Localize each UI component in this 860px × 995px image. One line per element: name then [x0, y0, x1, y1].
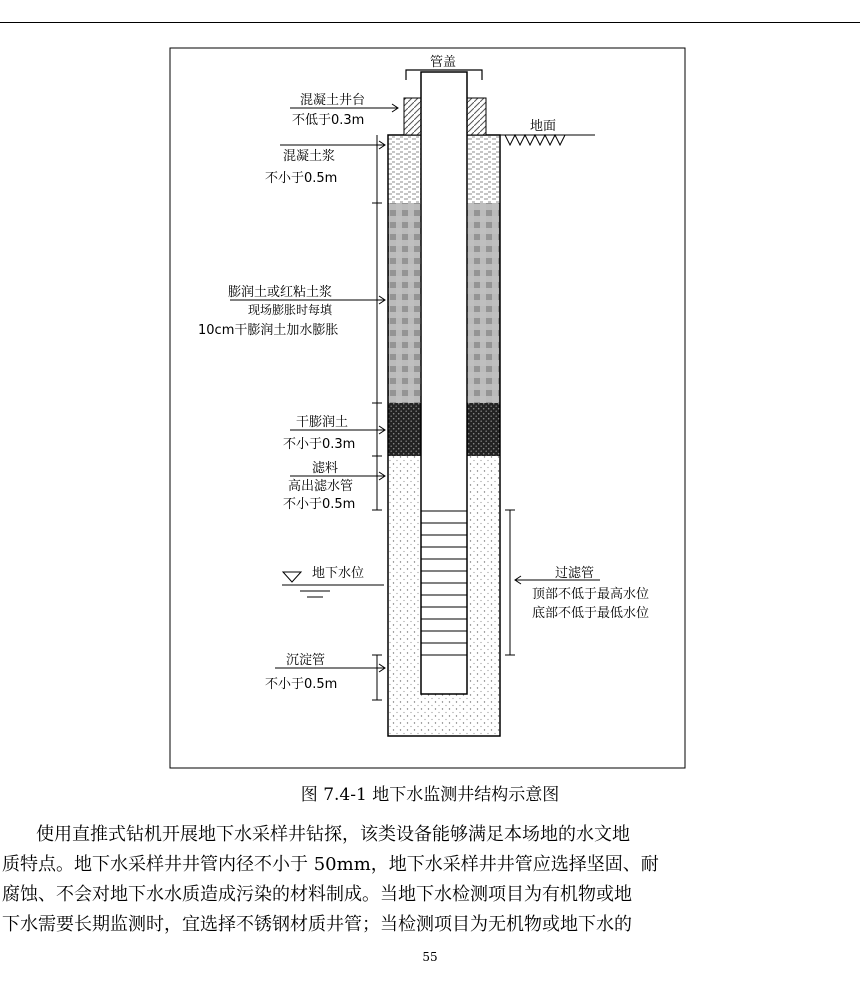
screen-bottom-note: 底部不低于最低水位 [532, 606, 650, 621]
concrete-platform-right [467, 98, 486, 135]
concrete-platform-label: 混凝土井台 [300, 93, 366, 108]
dry-bentonite-depth: 不小于0.3m [283, 437, 356, 452]
filter-note: 高出滤水管 [288, 479, 354, 494]
grout-depth: 不小于0.5m [265, 171, 338, 186]
sump-depth: 不小于0.5m [265, 677, 338, 692]
paragraph-line: 使用直推式钻机开展地下水采样井钻探，该类设备能够满足本场地的水文地 [36, 824, 630, 845]
body-paragraph [0, 820, 860, 940]
well-casing [421, 72, 467, 694]
bentonite-note-1: 现场膨胀时每填 [248, 303, 333, 317]
concrete-platform-left [404, 98, 421, 135]
sump-dimension [372, 655, 382, 700]
screen-label: 过滤管 [555, 566, 595, 581]
sump-label: 沉淀管 [286, 653, 326, 668]
water-level-label: 地下水位 [312, 566, 365, 581]
ground-label: 地面 [530, 119, 557, 134]
paragraph-line: 腐蚀、不会对地下水水质造成污染的材料制成。当地下水检测项目为有机物或地 [2, 884, 632, 905]
bentonite-label: 膨润土或红粘土浆 [228, 285, 333, 300]
paragraph-line: 下水需要长期监测时，宜选择不锈钢材质井管；当检测项目为无机物或地下水的 [2, 914, 632, 935]
ground-surface [500, 135, 595, 145]
screen-dimension [505, 510, 515, 655]
filter-label: 滤料 [312, 461, 339, 476]
figure-caption: 图 7.4-1 地下水监测井结构示意图 [300, 785, 560, 805]
screen-top-note: 顶部不低于最高水位 [532, 587, 650, 602]
bentonite-note-2: 10cm干膨润土加水膨胀 [198, 323, 339, 338]
concrete-platform-depth: 不低于0.3m [292, 113, 365, 128]
filter-depth: 不小于0.5m [283, 497, 356, 512]
paragraph-line: 质特点。地下水采样井井管内径不小于 50mm，地下水采样井井管应选择坚固、耐 [2, 854, 659, 875]
page-number: 55 [422, 950, 438, 964]
grout-label: 混凝土浆 [283, 149, 336, 164]
dry-bentonite-label: 干膨润土 [296, 415, 349, 430]
cap-label: 管盖 [430, 55, 457, 70]
